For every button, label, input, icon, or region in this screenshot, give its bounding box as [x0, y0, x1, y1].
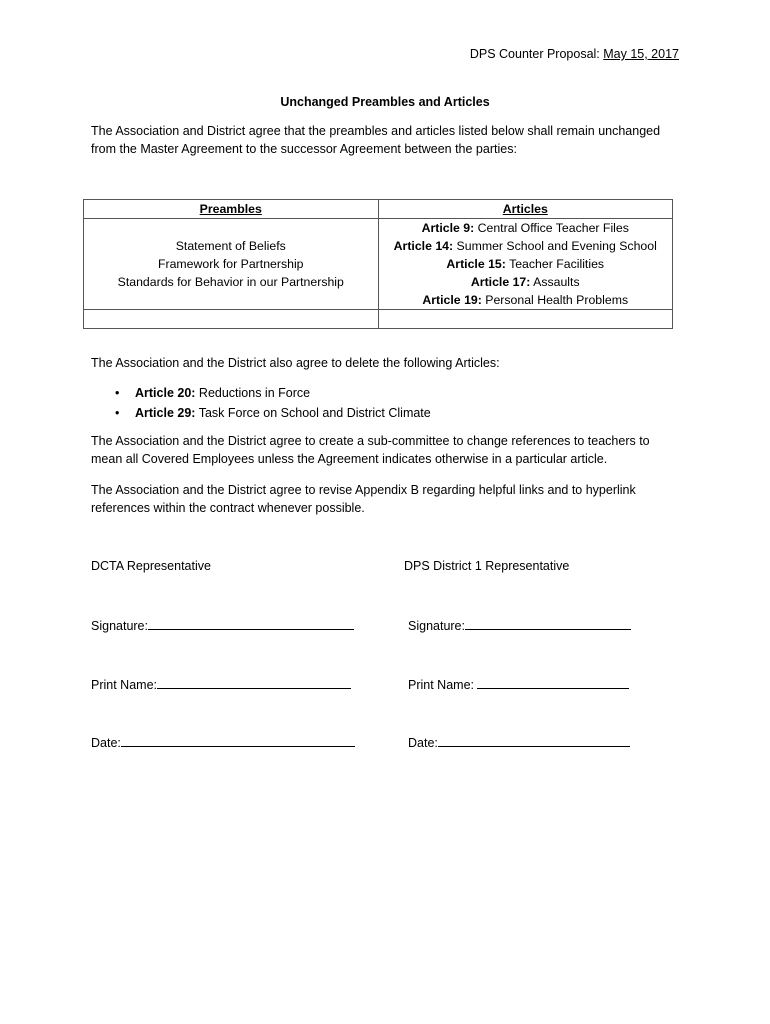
table-header-row	[84, 200, 673, 219]
preambles-header: Preambles	[84, 200, 379, 219]
article-name: Teacher Facilities	[505, 257, 605, 271]
article-item	[379, 255, 673, 273]
article-name: Central Office Teacher Files	[474, 221, 629, 235]
article-item	[379, 273, 673, 291]
preamble-item: Standards for Behavior in our Partnership	[117, 275, 344, 289]
dps-representative-title: DPS District 1 Representative	[404, 559, 570, 573]
paragraph-line: mean all Covered Employees unless the Agreement indicates otherwise in a particular article.	[91, 452, 608, 466]
date-label: Date:	[91, 736, 121, 750]
left-signature-row	[91, 617, 354, 633]
signature-line[interactable]	[148, 617, 354, 630]
print-name-label: Print Name:	[91, 678, 157, 692]
articles-cell	[378, 219, 673, 310]
paragraph-line: The Association and the District agree to revise Appendix B regarding helpful links and to hyperlink	[91, 483, 636, 497]
left-print-name-row	[91, 676, 351, 692]
print-name-line[interactable]	[157, 676, 351, 689]
right-signature-row	[408, 617, 631, 633]
list-item	[91, 383, 431, 403]
delete-intro: The Association and the District also agree to delete the following Articles:	[91, 356, 500, 370]
paragraph-line: The Association and the District agree to create a sub-committee to change references to teachers to	[91, 434, 650, 448]
articles-table	[83, 199, 673, 329]
document-header	[470, 47, 679, 61]
article-name: Reductions in Force	[195, 386, 311, 400]
print-name-line[interactable]	[477, 676, 629, 689]
table-empty-row	[84, 310, 673, 329]
table-row	[84, 219, 673, 310]
page-title: Unchanged Preambles and Articles	[280, 95, 490, 109]
header-date: May 15, 2017	[603, 47, 679, 61]
article-item	[379, 291, 673, 309]
articles-header: Articles	[378, 200, 673, 219]
article-item	[379, 237, 673, 255]
article-number: Article 29:	[135, 406, 196, 420]
date-line[interactable]	[121, 734, 355, 747]
empty-cell	[84, 310, 379, 329]
appendix-paragraph	[91, 481, 681, 517]
preamble-cell	[84, 219, 379, 310]
print-name-label: Print Name:	[408, 678, 478, 692]
article-name: Personal Health Problems	[481, 293, 629, 307]
list-item	[91, 403, 431, 423]
intro-line: The Association and District agree that the preambles and articles listed below shall remain unchanged	[91, 124, 661, 138]
article-number: Article 19:	[422, 293, 482, 307]
article-number: Article 17:	[470, 275, 531, 289]
article-number: Article 14:	[393, 239, 454, 253]
signature-label: Signature:	[91, 619, 148, 633]
article-number: Article 20:	[135, 386, 196, 400]
intro-paragraph	[91, 122, 681, 158]
date-line[interactable]	[438, 734, 630, 747]
preamble-item: Statement of Beliefs	[175, 239, 286, 253]
left-date-row	[91, 734, 355, 750]
bullet-icon: •	[115, 386, 120, 400]
bullet-icon: •	[115, 406, 120, 420]
intro-line: from the Master Agreement to the successor Agreement between the parties:	[91, 142, 517, 156]
article-item	[379, 219, 673, 237]
subcommittee-paragraph	[91, 432, 681, 468]
preamble-item: Framework for Partnership	[157, 257, 304, 271]
article-number: Article 15:	[446, 257, 506, 271]
article-name: Assaults	[530, 275, 580, 289]
signature-label: Signature:	[408, 619, 465, 633]
dcta-representative-title: DCTA Representative	[91, 559, 211, 573]
header-prefix: DPS Counter Proposal:	[469, 47, 604, 61]
article-number: Article 9:	[421, 221, 475, 235]
right-print-name-row	[408, 676, 629, 692]
article-name: Task Force on School and District Climate	[195, 406, 431, 420]
empty-cell	[378, 310, 673, 329]
deleted-articles-list	[91, 383, 431, 423]
date-label: Date:	[408, 736, 438, 750]
right-date-row	[408, 734, 630, 750]
signature-line[interactable]	[465, 617, 631, 630]
article-name: Summer School and Evening School	[453, 239, 657, 253]
paragraph-line: references within the contract whenever possible.	[91, 501, 365, 515]
